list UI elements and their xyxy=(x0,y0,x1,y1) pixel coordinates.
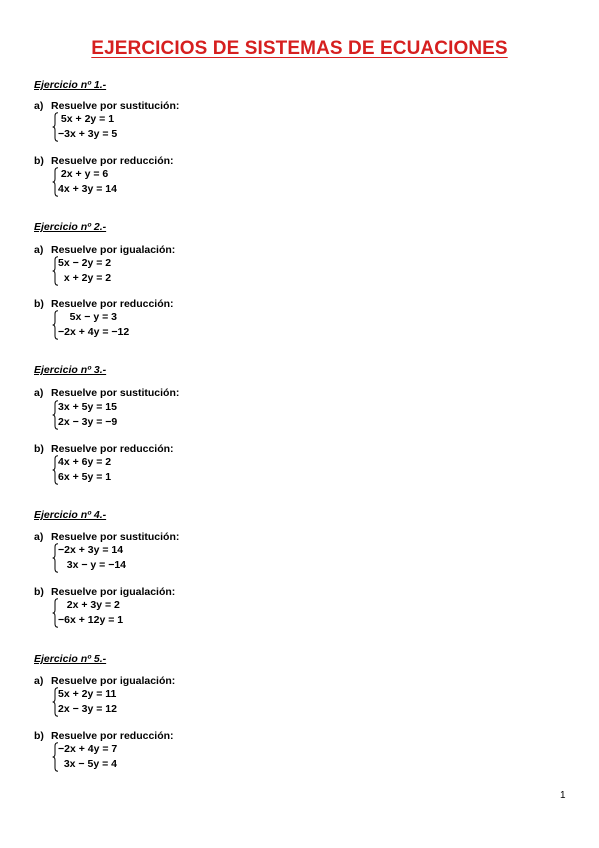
instruction-text: Resuelve por sustitución: xyxy=(51,100,180,112)
equation-2: −2x + 4y = −12 xyxy=(58,326,130,338)
equation-2: 6x + 5y = 1 xyxy=(58,471,112,483)
instruction-text: Resuelve por reducción: xyxy=(51,443,174,455)
part-letter: b) xyxy=(34,730,44,742)
instruction-text: Resuelve por igualación: xyxy=(51,675,176,687)
exercise-3-heading: Ejercicio nº 3.- xyxy=(34,364,107,376)
equation-1: 5x + 2y = 11 xyxy=(58,688,117,700)
equation-1: 2x + 3y = 2 xyxy=(58,599,120,611)
equation-1: 5x − 2y = 2 xyxy=(58,257,112,269)
exercise-4-part-a-instruction xyxy=(34,531,179,543)
exercise-1-part-b-instruction xyxy=(34,155,174,167)
part-letter: b) xyxy=(34,443,44,455)
equation-2: −3x + 3y = 5 xyxy=(58,128,118,140)
exercise-5-heading: Ejercicio nº 5.- xyxy=(34,653,107,665)
equation-2: 4x + 3y = 14 xyxy=(58,183,117,195)
exercise-2-heading: Ejercicio nº 2.- xyxy=(34,221,107,233)
exercise-2-part-a-instruction xyxy=(34,244,175,256)
part-letter: a) xyxy=(34,244,44,256)
equation-2: 2x − 3y = 12 xyxy=(58,703,117,715)
equation-1: −2x + 3y = 14 xyxy=(58,544,124,556)
equation-1: 5x + 2y = 1 xyxy=(58,113,115,125)
instruction-text: Resuelve por sustitución: xyxy=(51,387,180,399)
equation-1: 5x − y = 3 xyxy=(58,311,117,323)
equation-2: x + 2y = 2 xyxy=(58,272,112,284)
page-number: 1 xyxy=(560,790,566,801)
equation-2: 2x − 3y = −9 xyxy=(58,416,118,428)
exercise-3-part-a-instruction xyxy=(34,387,179,399)
instruction-text: Resuelve por igualación: xyxy=(51,586,176,598)
part-letter: b) xyxy=(34,298,44,310)
equation-2: −6x + 12y = 1 xyxy=(58,614,124,626)
part-letter: a) xyxy=(34,531,44,543)
part-letter: a) xyxy=(34,387,44,399)
exercise-3-part-b-instruction xyxy=(34,443,174,455)
exercise-4-part-b-instruction xyxy=(34,586,175,598)
part-letter: a) xyxy=(34,675,44,687)
equation-2: 3x − 5y = 4 xyxy=(58,758,117,770)
equation-1: 3x + 5y = 15 xyxy=(58,401,117,413)
exercise-1-part-a-instruction xyxy=(34,100,179,112)
instruction-text: Resuelve por igualación: xyxy=(51,244,176,256)
part-letter: a) xyxy=(34,100,44,112)
equation-1: 2x + y = 6 xyxy=(58,168,109,180)
equation-1: −2x + 4y = 7 xyxy=(58,743,118,755)
exercise-1-heading: Ejercicio nº 1.- xyxy=(34,79,107,91)
exercise-5-part-b-instruction xyxy=(34,730,174,742)
document-title: EJERCICIOS DE SISTEMAS DE ECUACIONES xyxy=(91,38,508,59)
equation-2: 3x − y = −14 xyxy=(58,559,127,571)
part-letter: b) xyxy=(34,586,44,598)
instruction-text: Resuelve por reducción: xyxy=(51,298,174,310)
instruction-text: Resuelve por reducción: xyxy=(51,730,174,742)
exercise-4-heading: Ejercicio nº 4.- xyxy=(34,509,107,521)
instruction-text: Resuelve por sustitución: xyxy=(51,531,180,543)
exercise-5-part-a-instruction xyxy=(34,675,175,687)
instruction-text: Resuelve por reducción: xyxy=(51,155,174,167)
part-letter: b) xyxy=(34,155,44,167)
exercise-2-part-b-instruction xyxy=(34,298,174,310)
equation-1: 4x + 6y = 2 xyxy=(58,456,112,468)
